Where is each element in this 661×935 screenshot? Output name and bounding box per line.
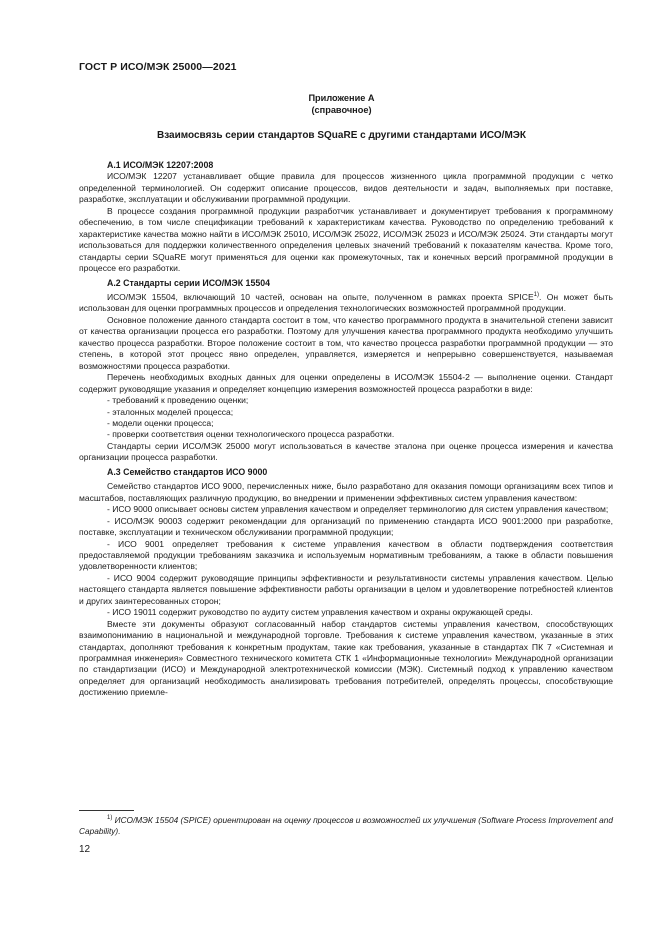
list-item: - модели оценки процесса; bbox=[107, 417, 214, 428]
paragraph-text: ИСО/МЭК 15504, включающий 10 частей, основан на опыте, полученном в рамках проекта SPICE bbox=[107, 291, 534, 302]
footnote-divider bbox=[79, 810, 134, 811]
document-body bbox=[79, 160, 613, 699]
page-number: 12 bbox=[79, 844, 91, 855]
section-heading-a1: А.1 ИСО/МЭК 12207:2008 bbox=[107, 160, 214, 170]
paragraph: Вместе эти документы образуют согласованный набор стандартов системы управления качеством, способствующих взаимопониманию в национальной и международной торговле. Требования к системе управления качеством, указанные в этих стандартах, дополняют требования к конкретным продуктам, такие как требования, указанные в стандартах ПК 7 «Системная и программная инженерия» Совместного технического комитета СТК 1 «Информационные технологии» Международной организации по стандартизации (ИСО) и Международной электротехнической комиссии (МЭК). Системный подход к управлению качеством определяет для организаций необходимость анализировать требования потребителей, определять процессы, способствующие достижению приемле- bbox=[79, 618, 613, 698]
section-heading-a2: А.2 Стандарты серии ИСО/МЭК 15504 bbox=[107, 277, 271, 288]
list-item: - ИСО 9004 содержит руководящие принципы эффективности и результативности системы управления качеством. Целью настоящего стандарта является повышение эффективности работы организации в целом и удовлетворение потребностей клиентов и других заинтересованных сторон; bbox=[79, 572, 613, 606]
paragraph: Стандарты серии ИСО/МЭК 25000 могут использоваться в качестве эталона при оценке процесса измерения и качества организации процесса разработки. bbox=[79, 440, 613, 463]
document-header: ГОСТ Р ИСО/МЭК 25000—2021 bbox=[79, 61, 237, 73]
footnote bbox=[79, 815, 613, 837]
paragraph-text: . Он может быть использован для оценки программных процессов и определения технологических возможностей программной продукции. bbox=[79, 291, 613, 314]
footnote-text: ИСО/МЭК 15504 (SPICE) ориентирован на оценку процессов и возможностей их улучшения (Software Process Improvement and Capability). bbox=[79, 815, 613, 836]
paragraph: Перечень необходимых входных данных для оценки определены в ИСО/МЭК 15504-2 — выполнение оценки. Стандарт содержит руководящие указания и определяет концепцию измерения возможностей процесса разработки в виде: bbox=[79, 372, 613, 394]
main-title: Взаимосвязь серии стандартов SQuaRE с другими стандартами ИСО/МЭК bbox=[156, 130, 526, 141]
list-item: - ИСО 9001 определяет требования к системе управления качеством в области подтверждения соответствия предоставляемой продукции требованиям заказчика и используемым нормативным требованиям, а также в области повышения удовлетворенности клиентов; bbox=[79, 538, 613, 572]
paragraph: Семейство стандартов ИСО 9000, перечисленных ниже, было разработано для оказания помощи организациям всех типов и масштабов, поставляющих различную продукцию, во внедрении и применении эффективных систем управления качеством: bbox=[79, 481, 613, 503]
section-heading-a3: А.3 Семейство стандартов ИСО 9000 bbox=[107, 466, 268, 477]
list-item: - требований к проведению оценки; bbox=[107, 395, 249, 406]
list-item: - ИСО 19011 содержит руководство по аудиту систем управления качеством и охраны окружающей среды. bbox=[107, 607, 533, 618]
list-item: - ИСО/МЭК 90003 содержит рекомендации для организаций по применению стандарта ИСО 9001:2000 при разработке, поставке, эксплуатации и техническом обслуживании программной продукции; bbox=[79, 515, 613, 538]
list-item: - ИСО 9000 описывает основы систем управления качеством и определяет терминологию для систем управления качеством; bbox=[107, 504, 609, 515]
paragraph: ИСО/МЭК 12207 устанавливает общие правила для процессов жизненного цикла программной продукции с четко определенной терминологией. Он содержит описание процессов, видов деятельности и задач, выполняемых при поставке, разработке, эксплуатации и обслуживании программной продукции. bbox=[79, 171, 613, 205]
appendix-title: Приложение А bbox=[308, 93, 375, 103]
footnote-reference: 1) bbox=[533, 292, 540, 299]
appendix-subtitle: (справочное) bbox=[311, 105, 372, 115]
paragraph-with-footnote bbox=[79, 292, 613, 315]
list-item: - эталонных моделей процесса; bbox=[107, 406, 234, 417]
list-item: - проверки соответствия оценки технологического процесса разработки. bbox=[107, 429, 395, 440]
paragraph: В процессе создания программной продукции разработчик устанавливает и документирует требования к программному обеспечению, в том числе спецификации требований к характеристикам качества. Руководство по определению требований к характеристике качества можно найти в ИСО/МЭК 25010, ИСО/МЭК 25022, ИСО/МЭК 25023 и ИСО/МЭК 25024. Эти стандарты могут использоваться для поддержки количественного определения целевых значений требований к показателям качества. Кроме того, стандарты серии SQuaRE могут применяться для оценки как промежуточных, так и конечных версий программной продукции в процессе его разработки. bbox=[79, 205, 613, 274]
footnote-mark: 1) bbox=[107, 815, 113, 822]
paragraph: Основное положение данного стандарта состоит в том, что качество программного продукта в значительной степени зависит от качества организации процесса его разработки. Поэтому для улучшения качества программного продукта необходимо улучшить качество процесса разработки. Второе положение состоит в том, что качество процесса разработки программной продукции — это степень, в которой этот процесс явно определен, управляется, измеряется и непрерывно совершенствуется, называемая возможностями процесса разработки. bbox=[79, 314, 613, 371]
